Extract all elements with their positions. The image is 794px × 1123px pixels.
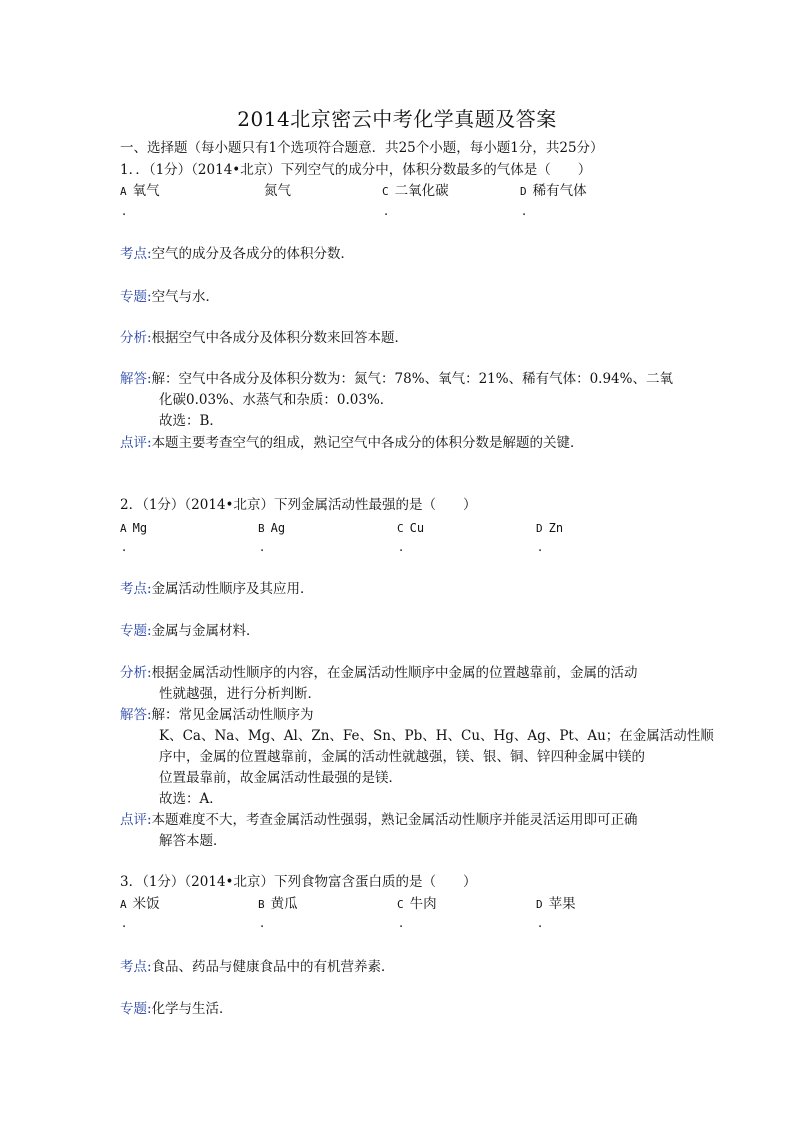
question-2-stem: 2．（1分）（2014•北京）下列金属活动性最强的是（ ） xyxy=(120,497,477,513)
q3-option-a xyxy=(120,895,160,914)
kaodian-label: 考点: xyxy=(120,246,152,262)
option-letter: C xyxy=(397,898,404,911)
q3-kaodian xyxy=(120,958,395,976)
q2-jieda-line-2: K、Ca、Na、Mg、Al、Zn、Fe、Sn、Pb、H、Cu、Hg、Ag、Pt、Au；在金属活动性顺 xyxy=(159,728,714,744)
option-dot: . xyxy=(122,540,127,555)
option-letter: A xyxy=(120,898,127,911)
q1-option-a xyxy=(120,182,160,201)
kaodian-text: 食品、药品与健康食品中的有机营养素． xyxy=(151,959,395,975)
option-letter: A xyxy=(120,185,127,198)
kaodian-text: 金属活动性顺序及其应用． xyxy=(151,581,314,597)
q1-jieda xyxy=(120,370,673,388)
option-dot: . xyxy=(538,916,543,931)
option-dot: . xyxy=(399,916,404,931)
option-letter: A xyxy=(120,522,127,535)
jieda-text: 解：空气中各成分及体积分数为：氮气：78%、氧气：21%、稀有气体：0.94%、二氧 xyxy=(151,371,673,387)
option-text: 牛肉 xyxy=(409,896,437,912)
option-dot: . xyxy=(122,204,127,219)
option-text: Cu xyxy=(409,521,425,535)
q2-dianping xyxy=(120,811,638,829)
option-text: Mg xyxy=(132,521,148,535)
jieda-label: 解答: xyxy=(120,707,152,723)
option-letter: C xyxy=(397,522,404,535)
kaodian-label: 考点: xyxy=(120,581,152,597)
jieda-text: 解：常见金属活动性顺序为 xyxy=(151,707,314,723)
option-dot: . xyxy=(260,916,265,931)
option-text: 黄瓜 xyxy=(270,896,298,912)
kaodian-label: 考点: xyxy=(120,959,152,975)
zhuanti-text: 化学与生活． xyxy=(151,1001,233,1017)
option-letter: D xyxy=(536,898,543,911)
q1-kaodian xyxy=(120,245,354,263)
q3-zhuanti xyxy=(120,1000,233,1018)
q1-jieda-line-2: 化碳0.03%、水蒸气和杂质：0.03%． xyxy=(159,392,394,408)
q3-option-c xyxy=(397,895,437,914)
q1-option-c xyxy=(382,182,449,201)
option-text: Zn xyxy=(548,521,564,535)
option-text: 米饭 xyxy=(132,896,160,912)
q2-option-d xyxy=(536,519,563,538)
option-dot: . xyxy=(522,204,527,219)
fenxi-text: 根据金属活动性顺序的内容，在金属活动性顺序中金属的位置越靠前，金属的活动 xyxy=(151,665,638,681)
kaodian-text: 空气的成分及各成分的体积分数． xyxy=(151,246,355,262)
q2-option-b xyxy=(258,519,285,538)
option-letter: D xyxy=(536,522,543,535)
q1-option-b xyxy=(258,182,291,201)
zhuanti-label: 专题: xyxy=(120,623,152,639)
fenxi-label: 分析: xyxy=(120,665,152,681)
option-dot: . xyxy=(260,540,265,555)
fenxi-text: 根据空气中各成分及体积分数来回答本题． xyxy=(151,330,409,346)
option-text: 氧气 xyxy=(132,183,160,199)
dianping-text: 本题主要考查空气的组成，熟记空气中各成分的体积分数是解题的关键． xyxy=(151,435,584,451)
dianping-label: 点评: xyxy=(120,435,152,451)
option-text: 稀有气体 xyxy=(532,183,587,199)
zhuanti-label: 专题: xyxy=(120,289,152,305)
dianping-text: 本题难度不大，考查金属活动性强弱，熟记金属活动性顺序并能灵活运用即可正确 xyxy=(151,812,638,828)
q3-option-d xyxy=(536,895,576,914)
q1-jieda-line-3: 故选：B． xyxy=(159,413,223,429)
option-text: 二氧化碳 xyxy=(394,183,449,199)
q1-zhuanti xyxy=(120,288,219,306)
option-dot: . xyxy=(538,540,543,555)
q2-option-a xyxy=(120,519,147,538)
section-heading: 一、选择题（每小题只有1个选项符合题意．共25个小题，每小题1分，共25分） xyxy=(120,140,604,156)
option-text: Ag xyxy=(270,521,286,535)
q2-jieda xyxy=(120,706,314,724)
dianping-label: 点评: xyxy=(120,812,152,828)
question-1-stem: 1．．（1分）（2014•北京）下列空气的成分中，体积分数最多的气体是（ ） xyxy=(120,162,592,178)
option-letter: B xyxy=(258,522,265,535)
option-text: 氮气 xyxy=(264,183,291,199)
q2-kaodian xyxy=(120,580,314,598)
option-dot: . xyxy=(122,916,127,931)
zhuanti-label: 专题: xyxy=(120,1001,152,1017)
zhuanti-text: 空气与水． xyxy=(151,289,220,305)
q2-dianping-line-2: 解答本题． xyxy=(159,833,227,849)
zhuanti-text: 金属与金属材料． xyxy=(151,623,260,639)
fenxi-label: 分析: xyxy=(120,330,152,346)
q2-fenxi-line-2: 性就越强，进行分析判断． xyxy=(159,686,321,702)
q1-option-d xyxy=(520,182,587,201)
option-letter: B xyxy=(258,898,265,911)
jieda-label: 解答: xyxy=(120,371,152,387)
q2-jieda-line-3: 序中，金属的位置越靠前，金属的活动性就越强，镁、银、铜、锌四种金属中镁的 xyxy=(159,749,645,765)
question-3-stem: 3．（1分）（2014•北京）下列食物富含蛋白质的是（ ） xyxy=(120,874,477,890)
q2-jieda-line-4: 位置最靠前，故金属活动性最强的是镁． xyxy=(159,770,402,786)
q1-dianping xyxy=(120,434,584,452)
q3-option-b xyxy=(258,895,298,914)
q2-jieda-line-5: 故选：A． xyxy=(159,791,223,807)
option-letter: C xyxy=(382,185,389,198)
option-letter: D xyxy=(520,185,527,198)
q2-zhuanti xyxy=(120,622,260,640)
option-text: 苹果 xyxy=(548,896,576,912)
q2-option-c xyxy=(397,519,424,538)
q1-fenxi xyxy=(120,329,408,347)
q2-fenxi xyxy=(120,664,638,682)
option-dot: . xyxy=(399,540,404,555)
option-dot: . xyxy=(384,204,389,219)
page-title: 2014北京密云中考化学真题及答案 xyxy=(237,107,557,131)
